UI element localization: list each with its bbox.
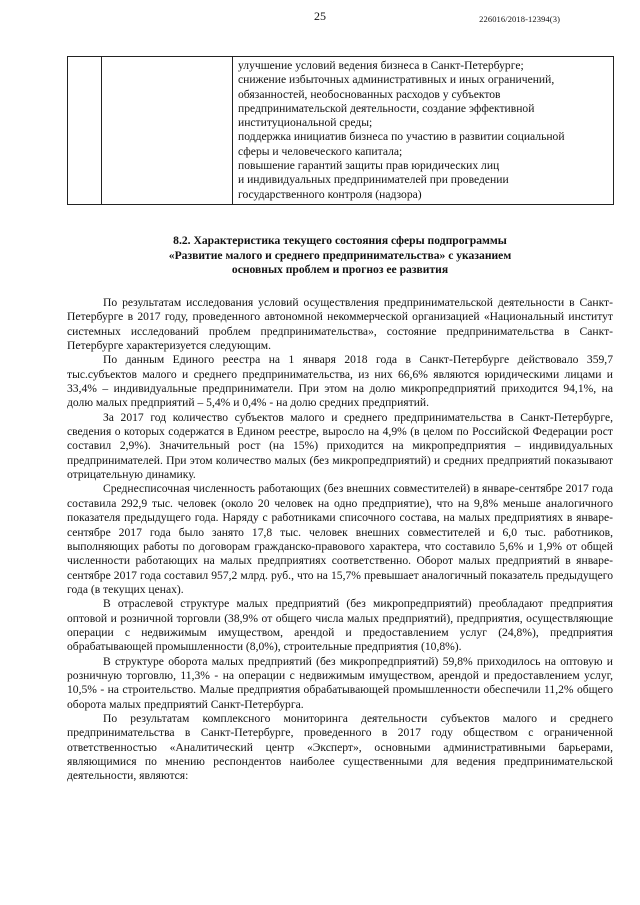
section-heading xyxy=(67,234,613,278)
measure-line: сферы и человеческого капитала; xyxy=(238,144,403,158)
document-number: 226016/2018-12394(3) xyxy=(479,14,560,24)
measure-line: снижение избыточных административных и иных ограничений, xyxy=(238,73,555,87)
paragraph-employment: Среднесписочная численность работающих (без внешних совместителей) в январе-сентябре 2017 года составила 292,9 тыс. человек (около 20 человек на одно предприятие), что на 9,8% меньше аналогичного показателя предыдущего года. Наряду с работниками списочного состава, на малых предприятиях в январе-сентябре 2017 года было занято 17,8 тыс. человек внешних совместителей и 6,0 тыс. работников, выполняющих работы по договорам гражданско-правового характера, что составило 5,6% и 1,9% от общей численности работающих на малых предприятиях соответственно. Оборот малых предприятий в январе-сентябре 2017 года составил 957,2 млрд. руб., что на 15,7% превышает аналогичный показатель предыдущего года (в текущих ценах). xyxy=(67,482,613,596)
table-cell-empty-1 xyxy=(68,57,102,205)
paragraph-growth: За 2017 год количество субъектов малого и среднего предпринимательства в Санкт-Петербурге, сведения о которых содержатся в Едином реестре, выросло на 4,9% (в целом по Российской Федерации рост составил 2,9%). Значительный рост (на 15%) приходится на микропредприятия – индивидуальных предпринимателей. При этом количество малых (без микропредприятий) и средних предприятий показывают отрицательную динамику. xyxy=(67,410,613,482)
measure-line: институциональной среды; xyxy=(238,116,373,130)
paragraph-registry: По данным Единого реестра на 1 января 2018 года в Санкт-Петербурге действовало 359,7 тыс.субъектов малого и среднего предпринимательства, из них 66,6% являются юридическими лицами и 33,4% – индивидуальные предприниматели. При этом на долю микропредприятий приходится 94,1%, на долю малых предприятий – 5,4% и 0,4% - на долю средних предприятий. xyxy=(67,353,613,410)
table-row xyxy=(68,57,614,205)
paragraph-survey: По результатам исследования условий осуществления предпринимательской деятельности в Санкт-Петербурге в 2017 году, проведенного автономной некоммерческой организацией «Национальный институт системных исследований проблем предпринимательства», состояние предпринимательства в Санкт-Петербурге характеризуется следующим. xyxy=(67,296,613,353)
paragraph-monitoring: По результатам комплексного мониторинга деятельности субъектов малого и среднего предпринимательства в Санкт-Петербурге, проведенного в 2017 году обществом с ограниченной ответственностью «Аналитический центр «Эксперт», основными административными барьерами, являющимися по мнению респондентов наиболее существенными для ведения предпринимательской деятельности, являются: xyxy=(67,711,613,783)
paragraph-turnover-structure: В структуре оборота малых предприятий (без микропредприятий) 59,8% приходилось на оптовую и розничную торговлю, 11,3% - на операции с недвижимым имуществом, арендой и предоставлением услуг, 10,5% - на строительство. Малые предприятия обрабатывающей промышленности обеспечили 11,2% общего оборота малых предприятий Санкт-Петербурга. xyxy=(67,654,613,711)
page-number: 25 xyxy=(314,9,326,23)
measure-line: улучшение условий ведения бизнеса в Санкт-Петербурге; xyxy=(238,59,524,72)
measure-line: и индивидуальных предпринимателей при проведении xyxy=(238,173,509,187)
section-heading-line: «Развитие малого и среднего предпринимательства» с указанием xyxy=(168,248,512,262)
measure-line: государственного контроля (надзора) xyxy=(238,187,422,201)
measure-line: предпринимательской деятельности, создание эффективной xyxy=(238,101,535,115)
paragraph-industry-structure: В отраслевой структуре малых предприятий (без микропредприятий) преобладают предприятия оптовой и розничной торговли (38,9% от общего числа малых предприятий), предприятия, осуществляющие операции с недвижимым имуществом, арендой и предоставлением услуг (24,8%), предприятия обрабатывающей промышленности (8,0%), строительные предприятия (10,8%). xyxy=(67,597,613,654)
table-cell-empty-2 xyxy=(102,57,233,205)
measure-line: поддержка инициатив бизнеса по участию в развитии социальной xyxy=(238,130,565,144)
measure-line: обязанностей, необоснованных расходов у субъектов xyxy=(238,87,501,101)
measure-line: повышение гарантий защиты прав юридических лиц xyxy=(238,159,500,173)
table-cell-measures xyxy=(233,57,614,205)
section-heading-line: 8.2. Характеристика текущего состояния сферы подпрограммы xyxy=(173,234,507,247)
section-heading-line: основных проблем и прогноз ее развития xyxy=(231,263,449,277)
section-body xyxy=(67,296,613,784)
continuation-table xyxy=(67,56,614,205)
